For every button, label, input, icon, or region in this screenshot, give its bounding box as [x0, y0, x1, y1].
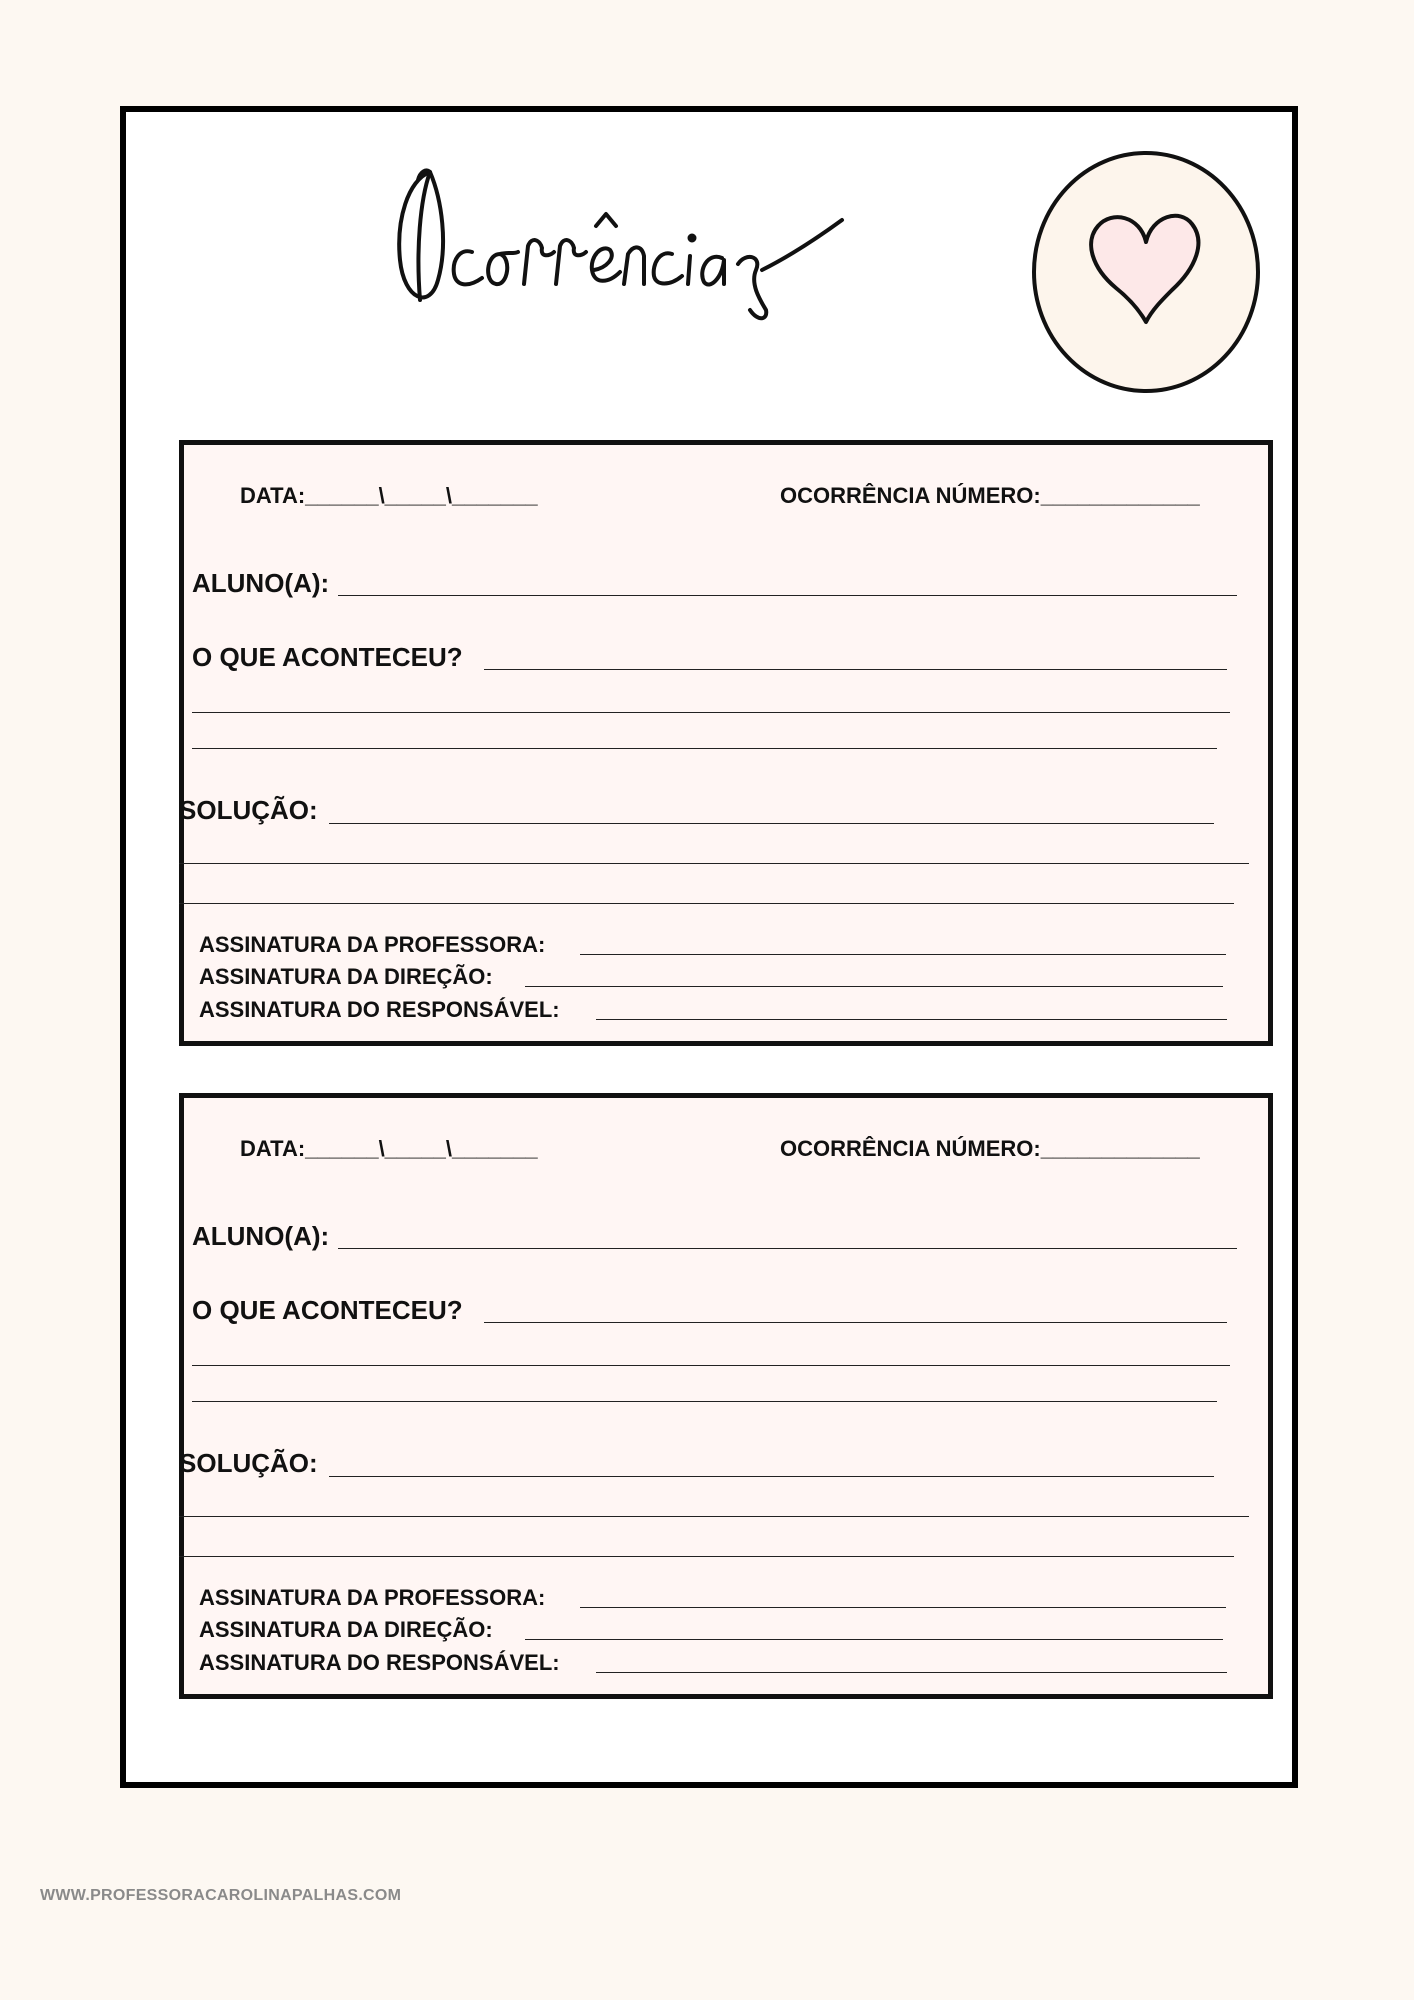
direction-signature-line[interactable] — [525, 1639, 1223, 1640]
solution-line[interactable] — [329, 1476, 1214, 1477]
what-happened-line[interactable] — [484, 669, 1227, 670]
solution-line[interactable] — [179, 1556, 1234, 1557]
heart-badge — [1030, 150, 1262, 394]
solution-label: SOLUÇÃO: — [179, 795, 318, 825]
occurrence-form — [179, 1093, 1273, 1699]
occurrence-number-label[interactable]: OCORRÊNCIA NÚMERO:_____________ — [780, 483, 1200, 508]
date-field-label[interactable]: DATA:______\_____\_______ — [240, 483, 538, 508]
guardian-signature-line[interactable] — [596, 1672, 1227, 1673]
guardian-signature-line[interactable] — [596, 1019, 1227, 1020]
teacher-signature-line[interactable] — [580, 954, 1226, 955]
solution-line[interactable] — [179, 903, 1234, 904]
date-field-label[interactable]: DATA:______\_____\_______ — [240, 1136, 538, 1161]
solution-line[interactable] — [329, 823, 1214, 824]
what-happened-line[interactable] — [192, 1401, 1217, 1402]
what-happened-label: O QUE ACONTECEU? — [192, 1295, 463, 1325]
what-happened-line[interactable] — [192, 712, 1230, 713]
guardian-signature-label: ASSINATURA DO RESPONSÁVEL: — [199, 1650, 560, 1675]
what-happened-line[interactable] — [484, 1322, 1227, 1323]
footer-website: WWW.PROFESSORACAROLINAPALHAS.COM — [40, 1887, 402, 1904]
student-name-line[interactable] — [338, 1248, 1237, 1249]
teacher-signature-line[interactable] — [580, 1607, 1226, 1608]
occurrence-form — [179, 440, 1273, 1046]
teacher-signature-label: ASSINATURA DA PROFESSORA: — [199, 1585, 546, 1610]
occurrence-number-label[interactable]: OCORRÊNCIA NÚMERO:_____________ — [780, 1136, 1200, 1161]
student-name-label: ALUNO(A): — [192, 1221, 330, 1251]
guardian-signature-label: ASSINATURA DO RESPONSÁVEL: — [199, 997, 560, 1022]
solution-line[interactable] — [179, 863, 1249, 864]
student-name-label: ALUNO(A): — [192, 568, 330, 598]
teacher-signature-label: ASSINATURA DA PROFESSORA: — [199, 932, 546, 957]
solution-label: SOLUÇÃO: — [179, 1448, 318, 1478]
what-happened-line[interactable] — [192, 748, 1217, 749]
what-happened-line[interactable] — [192, 1365, 1230, 1366]
direction-signature-label: ASSINATURA DA DIREÇÃO: — [199, 1617, 493, 1642]
direction-signature-label: ASSINATURA DA DIREÇÃO: — [199, 964, 493, 989]
direction-signature-line[interactable] — [525, 986, 1223, 987]
student-name-line[interactable] — [338, 595, 1237, 596]
what-happened-label: O QUE ACONTECEU? — [192, 642, 463, 672]
title-lettering — [390, 160, 850, 330]
solution-line[interactable] — [179, 1516, 1249, 1517]
